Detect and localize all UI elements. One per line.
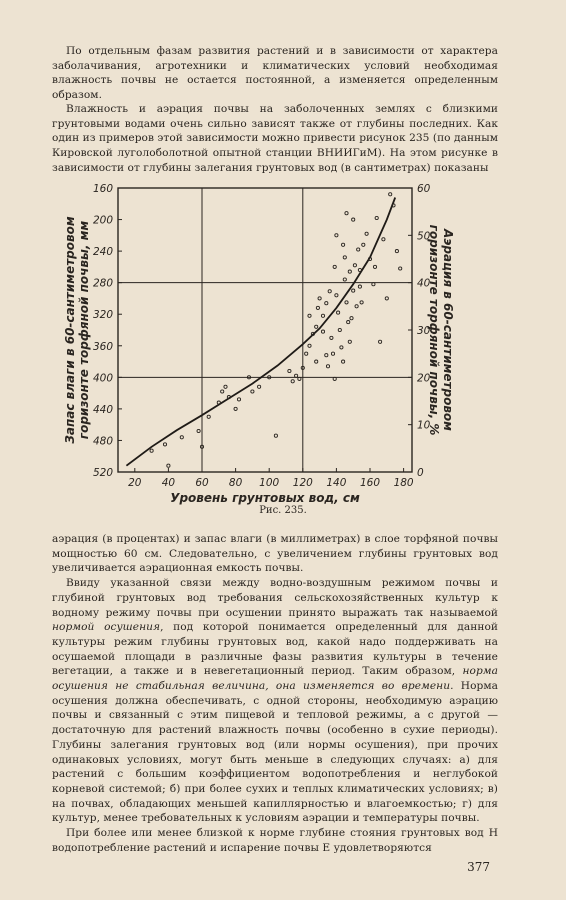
data-point [365,232,368,235]
data-point [343,278,346,281]
data-point [379,340,382,343]
y-left-tick-label: 480 [92,435,113,448]
paragraph-4-text [52,576,498,826]
data-point [167,464,170,467]
data-point [342,360,345,363]
data-point [305,352,308,355]
y-left-tick-label: 280 [92,277,113,290]
data-point [325,354,328,357]
data-point [382,238,385,241]
data-point [389,193,392,196]
paragraph-3-text: аэрация (в процентах) и запас влаги (в миллиметрах) в слое торфяной почвы мощностью 60 см. Следовательно, с увеличением глубины грунтовых вод увеличивается аэрационная емкость почвы. [52,533,498,575]
data-point [234,407,237,410]
paragraph-1-text: По отдельным фазам развития растений и в зависимости от характера заболачивания, агротехники и климатических условий необходимая влажность почвы не остается постоянной, а изменяется определенным образом. [52,45,498,102]
figure-caption: Рис. 235. [259,505,307,516]
paragraph-4-part-a: Ввиду указанной связи между водно-воздушным режимом почвы и глубиной грунтовых вод требования сельскохозяйственных культур к водному режиму почвы при осушении принято выражать так называемой [52,577,498,619]
paragraph-1 [52,44,498,103]
y-right-tick-label: 0 [417,467,424,479]
data-point [343,256,346,259]
data-point [321,314,324,317]
data-point [328,290,331,293]
data-point [315,325,318,328]
y-right-axis-label-line1: Аэрация в 60-сантиметровом [441,229,455,431]
data-point [315,360,318,363]
data-point [331,352,334,355]
data-point [357,248,360,251]
x-tick-label: 80 [228,477,243,489]
data-point [221,390,224,393]
y-right-axis-label-line2: горизонте торфяной почвы, % [427,224,441,436]
trend-curve [126,198,395,466]
data-point [350,317,353,320]
figure-235 [60,180,480,510]
data-point [288,369,291,372]
data-point [362,243,365,246]
y-left-axis-label-line1: Запас влаги в 60-сантиметровом [63,216,77,444]
data-point [150,449,153,452]
chart-svg [60,180,480,510]
data-point [308,314,311,317]
data-point [348,270,351,273]
data-point [355,305,358,308]
y-right-tick-label: 20 [417,372,431,385]
data-point [345,301,348,304]
y-left-tick-label: 160 [92,183,113,195]
y-right-tick-label: 40 [417,277,431,290]
data-point [224,385,227,388]
data-point [308,344,311,347]
data-point [399,267,402,270]
data-point [291,380,294,383]
y-left-tick-label: 360 [92,340,113,353]
data-point [258,385,261,388]
data-point [335,234,338,237]
x-tick-label: 100 [259,477,280,489]
y-left-tick-label: 200 [92,214,113,227]
plot-frame [118,188,412,472]
data-point [326,365,329,368]
data-point [180,436,183,439]
data-point [321,330,324,333]
data-point [274,434,277,437]
paragraph-4-part-c: , под которой понимается определенный для данной культуры режим глубины грунтовых вод, какой надо поддерживать на осушаемой площади в различные фазы развития культуры в течение вегетации, а также и в невегетационный период. Таким образом, [52,621,498,678]
y-left-tick-label: 320 [92,309,113,322]
data-point [333,265,336,268]
x-tick-label: 40 [161,477,176,489]
data-point [340,346,343,349]
paragraph-3 [52,532,498,855]
y-left-axis-label-line2: горизонте торфяной почвы, мм [77,220,91,440]
data-point [325,302,328,305]
x-tick-label: 160 [359,477,381,489]
x-tick-label: 20 [128,477,142,489]
data-point [352,218,355,221]
data-point [375,216,378,219]
data-point [197,429,200,432]
y-left-tick-label: 400 [92,372,113,385]
data-point [163,443,166,446]
data-point [345,212,348,215]
paragraph-4-term: нормой осушения [52,621,161,634]
paragraph-5-text: При более или менее близкой к норме глубине стояния грунтовых вод H водопотребление растений и испарение почвы E удовлетворяются [52,827,498,854]
data-point [353,264,356,267]
data-point [338,328,341,331]
data-point [358,285,361,288]
data-point [395,250,398,253]
paragraph-4-emphasis: норма осушения не стабильная величина, она изменяется во времени. [52,665,498,693]
data-point [352,289,355,292]
x-tick-label: 60 [195,477,209,489]
y-left-tick-label: 440 [92,403,113,416]
data-point [360,301,363,304]
data-point [207,415,210,418]
y-right-tick-label: 60 [417,183,431,195]
x-axis-label: Уровень грунтовых вод, см [170,491,360,505]
y-right-tick-label: 10 [417,419,431,432]
x-tick-label: 120 [292,477,313,489]
y-right-tick-label: 50 [417,230,431,243]
x-tick-label: 140 [326,477,347,489]
data-point [318,297,321,300]
data-point [342,243,345,246]
y-left-tick-label: 240 [92,246,113,259]
y-left-tick-label: 520 [92,467,113,479]
data-point [335,294,338,297]
paragraph-4-part-e: Норма осушения должна обеспечивать, с одной стороны, необходимую аэрацию почвы и связанный с этим пищевой и тепловой режимы, а с другой — достаточную для растений влажность почвы (особенно в сухие периоды). Глубины залегания грунтовых вод (или нормы осушения), при прочих одинаковых условиях, могут быть меньше в следующих случаях: а) для растений с большим коэффициентом водопотребления и неглубокой корневой системой; б) при более сухих и теплых климатических условиях; в) на почвах, обладающих меньшей капиллярностью и влагоемкостью; г) для культур, менее требовательных к условиям аэрации и температуры почвы. [52,680,498,825]
x-tick-label: 180 [393,477,414,489]
data-point [347,321,350,324]
data-point [358,268,361,271]
data-point [348,340,351,343]
paragraph-2-text: Влажность и аэрация почвы на заболоченных землях с близкими грунтовыми водами очень сильно зависят также от глубины последних. Как один из примеров этой зависимости можно привести рисунок 235 (по данным Кировской луголоболотной опытной станции ВНИИГиМ). На этом рисунке в зависимости от глубины залегания грунтовых вод (в сантиметрах) показаны [52,103,498,174]
data-point [373,265,376,268]
y-right-tick-label: 30 [417,325,431,337]
data-point [385,297,388,300]
data-point [251,390,254,393]
page-number: 377 [467,860,490,874]
paragraph-2 [52,102,498,176]
data-point [330,336,333,339]
data-point [316,306,319,309]
data-point [337,311,340,314]
data-point [237,398,240,401]
